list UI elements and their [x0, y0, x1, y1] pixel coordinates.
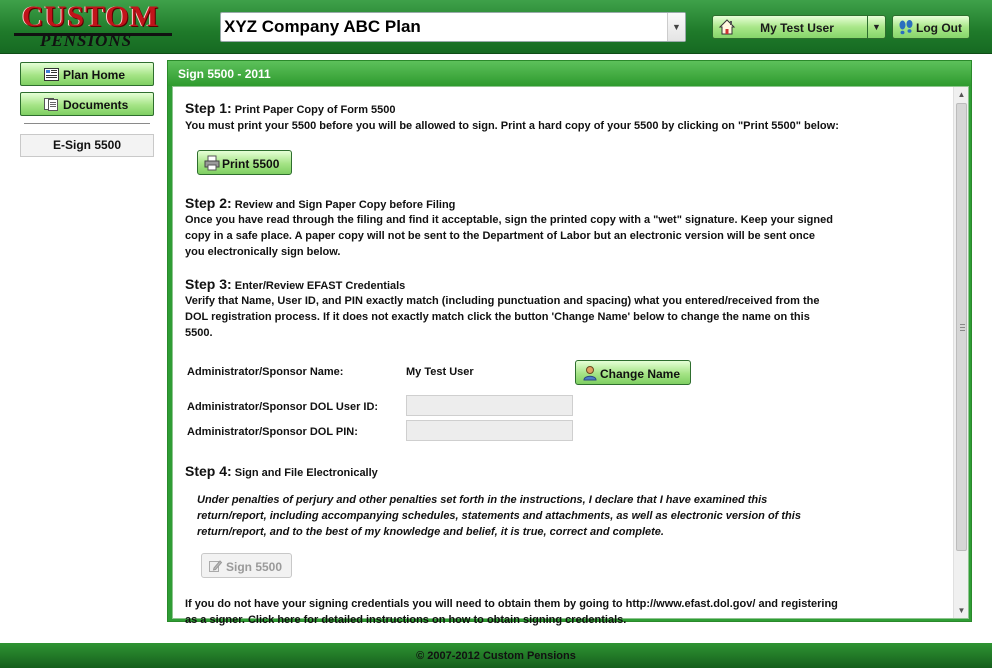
step3-title: Enter/Review EFAST Credentials	[234, 280, 406, 292]
step2-text-line1: Once you have read through the filing and find it acceptable, sign the printed copy with a "wet" signature. Keep your signed	[185, 214, 833, 226]
sign-5500-panel	[167, 60, 972, 626]
printer-icon	[204, 155, 220, 171]
sign-5500-button[interactable]	[201, 553, 292, 578]
footer-copyright: © 2007-2012 Custom Pensions	[0, 643, 992, 668]
declaration-line2: return/report, including accompanying schedules, statements and attachments, as well as electronic version of this	[197, 510, 801, 522]
plan-select[interactable]	[220, 12, 686, 42]
documents-icon	[44, 98, 59, 111]
step2-text-line3: you electronically sign below.	[185, 246, 341, 258]
change-name-button[interactable]	[575, 360, 691, 385]
step3-text-line3: 5500.	[185, 327, 213, 339]
step2-number: Step 2:	[185, 195, 232, 211]
dol-pin-label: Administrator/Sponsor DOL PIN:	[187, 426, 358, 438]
sidebar-item-e-sign-5500[interactable]: E-Sign 5500	[20, 134, 154, 157]
step2-heading	[185, 195, 455, 211]
step1-heading	[185, 100, 396, 116]
step3-text-line1: Verify that Name, User ID, and PIN exactly match (including punctuation and spacing) what you entered/received from the	[185, 295, 820, 307]
logo-top-text: CUSTOM	[22, 0, 160, 33]
step3-text-line2: DOL registration process. If it does not exactly match click the button 'Change Name' below to change the name on this	[185, 311, 810, 323]
step1-title: Print Paper Copy of Form 5500	[234, 104, 396, 116]
user-icon	[582, 365, 598, 381]
scroll-down-icon[interactable]: ▼	[957, 606, 966, 615]
user-menu-button[interactable]	[712, 15, 886, 39]
plan-select-value: XYZ Company ABC Plan	[224, 17, 421, 36]
change-name-label: Change Name	[600, 367, 681, 381]
logout-button[interactable]	[892, 15, 970, 39]
scrollbar-thumb[interactable]	[956, 103, 967, 551]
user-name: My Test User	[760, 21, 834, 35]
sponsor-name-label: Administrator/Sponsor Name:	[187, 366, 344, 378]
sidebar-item-label: Plan Home	[63, 68, 126, 82]
pencil-icon	[209, 559, 222, 572]
print-5500-label: Print 5500	[222, 157, 280, 171]
custom-pensions-logo[interactable]	[14, 2, 174, 50]
chevron-down-icon[interactable]: ▼	[867, 16, 885, 38]
chevron-down-icon[interactable]: ▼	[667, 13, 685, 41]
declaration-line3: return/report, and to the best of my knowledge and belief, it is true, correct and complete.	[197, 526, 664, 538]
dol-user-id-field[interactable]	[406, 395, 573, 416]
declaration-line1: Under penalties of perjury and other penalties set forth in the instructions, I declare that I have examined this	[197, 494, 768, 506]
sign-5500-label: Sign 5500	[226, 560, 283, 574]
step2-title: Review and Sign Paper Copy before Filing	[234, 199, 456, 211]
credentials-text-line1: If you do not have your signing credentials you will need to obtain them by going to http://www.efast.dol.gov/ and registering	[185, 598, 838, 610]
sidebar-item-documents[interactable]	[20, 92, 154, 116]
header-bar	[0, 0, 992, 54]
grip-icon	[960, 324, 965, 331]
panel-content	[172, 86, 969, 626]
panel-title: Sign 5500 - 2011	[168, 61, 971, 86]
scroll-up-icon[interactable]: ▲	[957, 90, 966, 99]
logout-label: Log Out	[916, 21, 962, 35]
print-5500-button[interactable]	[197, 150, 292, 175]
dol-pin-field[interactable]	[406, 420, 573, 441]
footprints-icon	[898, 20, 914, 35]
step3-heading	[185, 276, 405, 292]
plan-home-icon	[44, 68, 59, 81]
home-icon	[719, 19, 735, 35]
step3-number: Step 3:	[185, 276, 232, 292]
step1-text: You must print your 5500 before you will be allowed to sign. Print a hard copy of your 5500 by clicking on "Print 5500" below:	[185, 120, 839, 132]
credentials-text-line2[interactable]: as a signer. Click here for detailed instructions on how to obtain signing credentials.	[185, 614, 627, 626]
dol-user-id-label: Administrator/Sponsor DOL User ID:	[187, 401, 379, 413]
step4-heading	[185, 463, 378, 479]
sidebar-item-label: Documents	[63, 98, 129, 112]
sponsor-name-value: My Test User	[406, 366, 474, 378]
step4-number: Step 4:	[185, 463, 232, 479]
step4-title: Sign and File Electronically	[234, 467, 378, 479]
sidebar-item-plan-home[interactable]	[20, 62, 154, 86]
sidebar-divider	[24, 123, 150, 124]
logo-bottom-text: PENSIONS	[40, 31, 133, 50]
step1-number: Step 1:	[185, 100, 232, 116]
content-scrollbar[interactable]	[953, 87, 968, 618]
step2-text-line2: copy in a safe place. A paper copy will not be sent to the Department of Labor but an electronic version will be sent once	[185, 230, 815, 242]
